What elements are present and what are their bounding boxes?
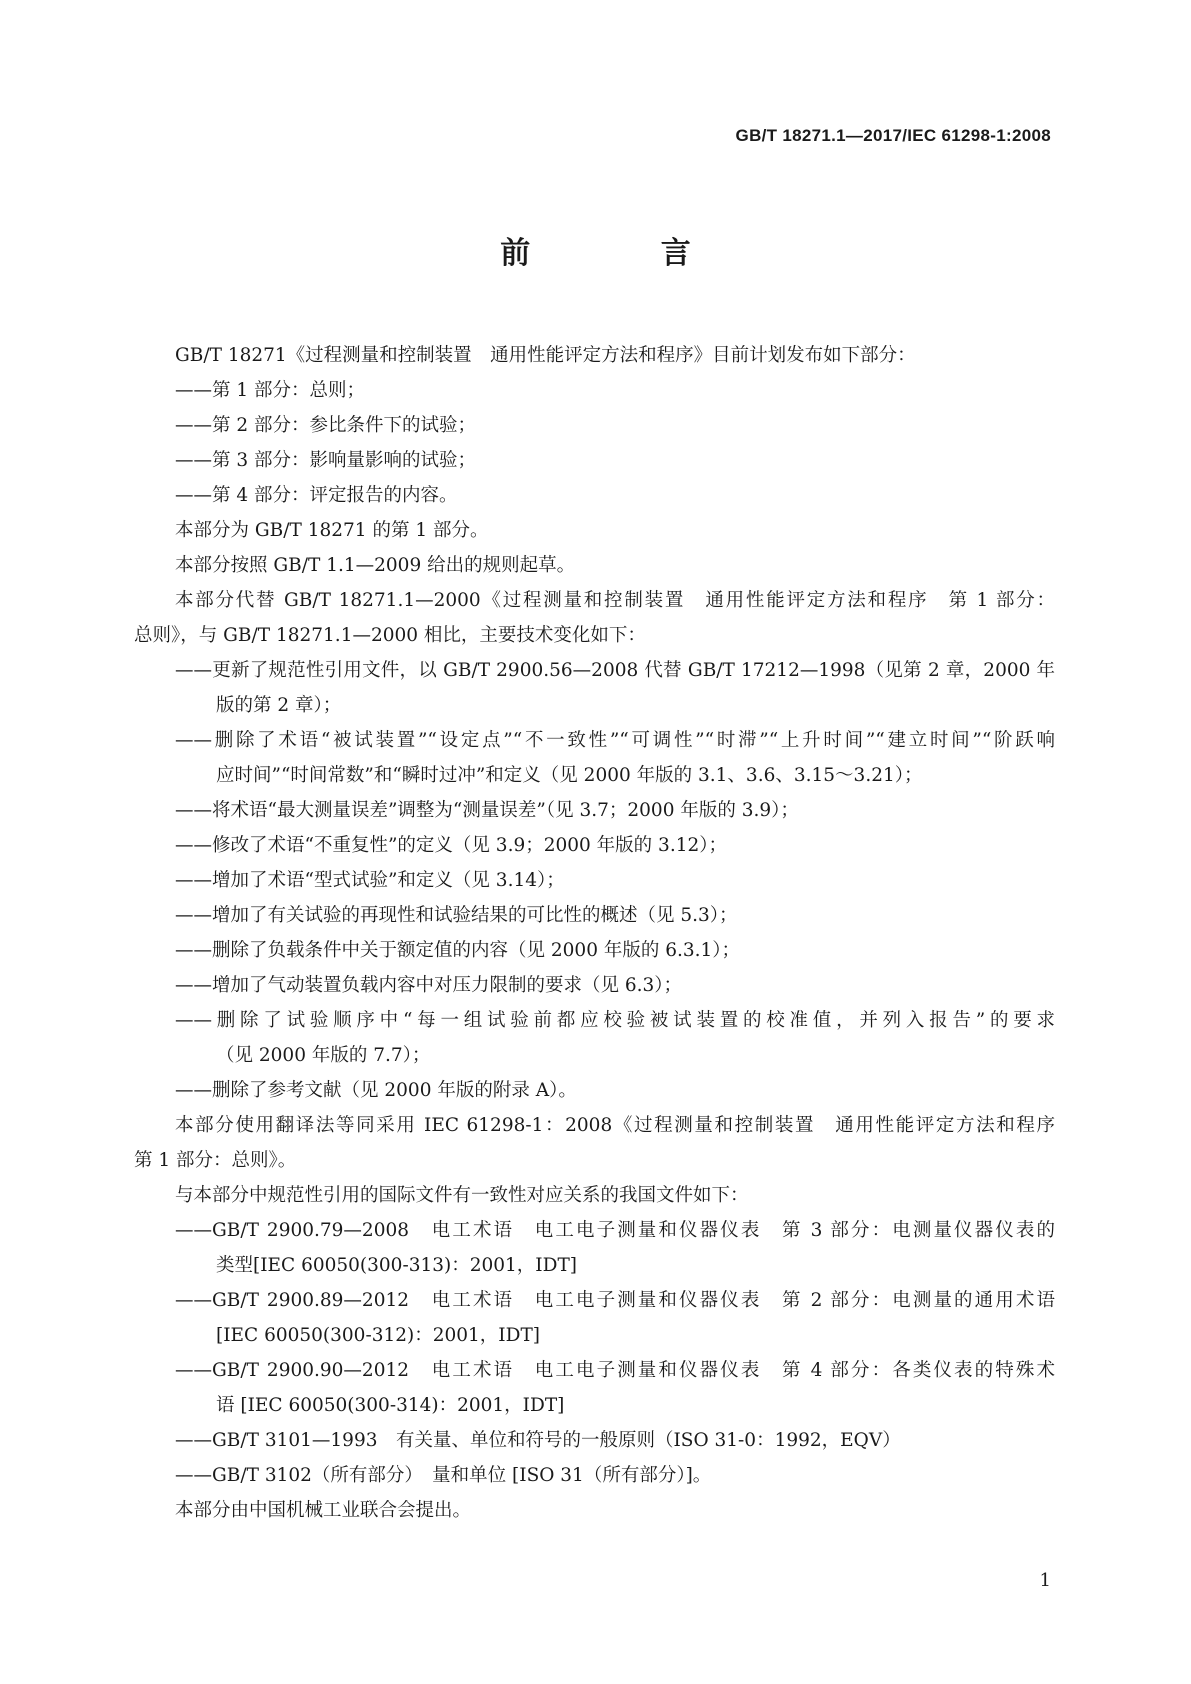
- text-line-para: 与本部分中规范性引用的国际文件有一致性对应关系的我国文件如下：: [175, 1185, 749, 1206]
- text-line-cont: 类型[IEC 60050(300-313)：2001，IDT]: [216, 1255, 578, 1276]
- text-line-item: ——GB/T 2900.90—2012 电工术语 电工电子测量和仪器仪表 第 4 部分：各类仪表的特殊术: [175, 1360, 1055, 1381]
- text-line-para: 本部分使用翻译法等同采用 IEC 61298-1：2008《过程测量和控制装置 通用性能评定方法和程序: [175, 1115, 1055, 1136]
- text-line-item: ——GB/T 3101—1993 有关量、单位和符号的一般原则（ISO 31-0：1992，EQV）: [175, 1430, 901, 1451]
- text-line-cont: 语 [IEC 60050(300-314)：2001，IDT]: [216, 1395, 565, 1416]
- text-line-cont: 版的第 2 章）；: [216, 695, 342, 716]
- text-line-item: ——修改了术语“不重复性”的定义（见 3.9；2000 年版的 3.12）；: [175, 835, 728, 856]
- text-line-item: ——删除了负载条件中关于额定值的内容（见 2000 年版的 6.3.1）；: [175, 940, 741, 961]
- text-line-item: ——GB/T 3102（所有部分） 量和单位 [ISO 31（所有部分）]。: [175, 1465, 712, 1486]
- text-line-cont: [IEC 60050(300-312)：2001，IDT]: [216, 1325, 541, 1346]
- text-line-item: ——GB/T 2900.89—2012 电工术语 电工电子测量和仪器仪表 第 2 部分：电测量的通用术语: [175, 1290, 1055, 1311]
- text-line-item: ——第 4 部分：评定报告的内容。: [175, 485, 458, 506]
- text-line-flush: 第 1 部分：总则》。: [134, 1150, 297, 1171]
- page-title: 前 言: [500, 236, 751, 271]
- text-line-para: 本部分为 GB/T 18271 的第 1 部分。: [175, 520, 489, 541]
- text-line-para: 本部分按照 GB/T 1.1—2009 给出的规则起草。: [175, 555, 576, 576]
- text-line-item: ——删除了参考文献（见 2000 年版的附录 A）。: [175, 1080, 577, 1101]
- text-line-flush: 总则》，与 GB/T 18271.1—2000 相比，主要技术变化如下：: [134, 625, 646, 646]
- page-number: 1: [1039, 1570, 1051, 1591]
- text-line-item: ——增加了术语“型式试验”和定义（见 3.14）；: [175, 870, 565, 891]
- text-line-item: ——将术语“最大测量误差”调整为“测量误差”（见 3.7；2000 年版的 3.9）；: [175, 800, 799, 821]
- text-line-cont: 应时间”“时间常数”和“瞬时过冲”和定义（见 2000 年版的 3.1、3.6、3.15～3.21）；: [216, 765, 923, 786]
- text-line-item: ——删除了试验顺序中“每一组试验前都应校验被试装置的校准值，并列入报告”的要求: [175, 1010, 1055, 1031]
- text-line-item: ——更新了规范性引用文件，以 GB/T 2900.56—2008 代替 GB/T 17212—1998（见第 2 章，2000 年: [175, 660, 1055, 681]
- text-line-item: ——增加了气动装置负载内容中对压力限制的要求（见 6.3）；: [175, 975, 683, 996]
- text-line-item: ——增加了有关试验的再现性和试验结果的可比性的概述（见 5.3）；: [175, 905, 738, 926]
- text-line-para: 本部分代替 GB/T 18271.1—2000《过程测量和控制装置 通用性能评定方法和程序 第 1 部分：: [175, 590, 1055, 611]
- text-line-para: 本部分由中国机械工业联合会提出。: [175, 1500, 472, 1521]
- text-line-item: ——第 3 部分：影响量影响的试验；: [175, 450, 477, 471]
- text-line-cont: （见 2000 年版的 7.7）；: [216, 1045, 431, 1066]
- text-line-item: ——删除了术语“被试装置”“设定点”“不一致性”“可调性”“时滞”“上升时间”“建立时间”“阶跃响: [175, 730, 1055, 751]
- text-line-para: GB/T 18271《过程测量和控制装置 通用性能评定方法和程序》目前计划发布如下部分：: [175, 345, 916, 366]
- standard-code-header: GB/T 18271.1—2017/IEC 61298-1:2008: [735, 126, 1051, 145]
- foreword-body: [134, 338, 1055, 1528]
- text-line-item: ——第 2 部分：参比条件下的试验；: [175, 415, 477, 436]
- text-line-item: ——GB/T 2900.79—2008 电工术语 电工电子测量和仪器仪表 第 3 部分：电测量仪器仪表的: [175, 1220, 1055, 1241]
- text-line-item: ——第 1 部分：总则；: [175, 380, 366, 401]
